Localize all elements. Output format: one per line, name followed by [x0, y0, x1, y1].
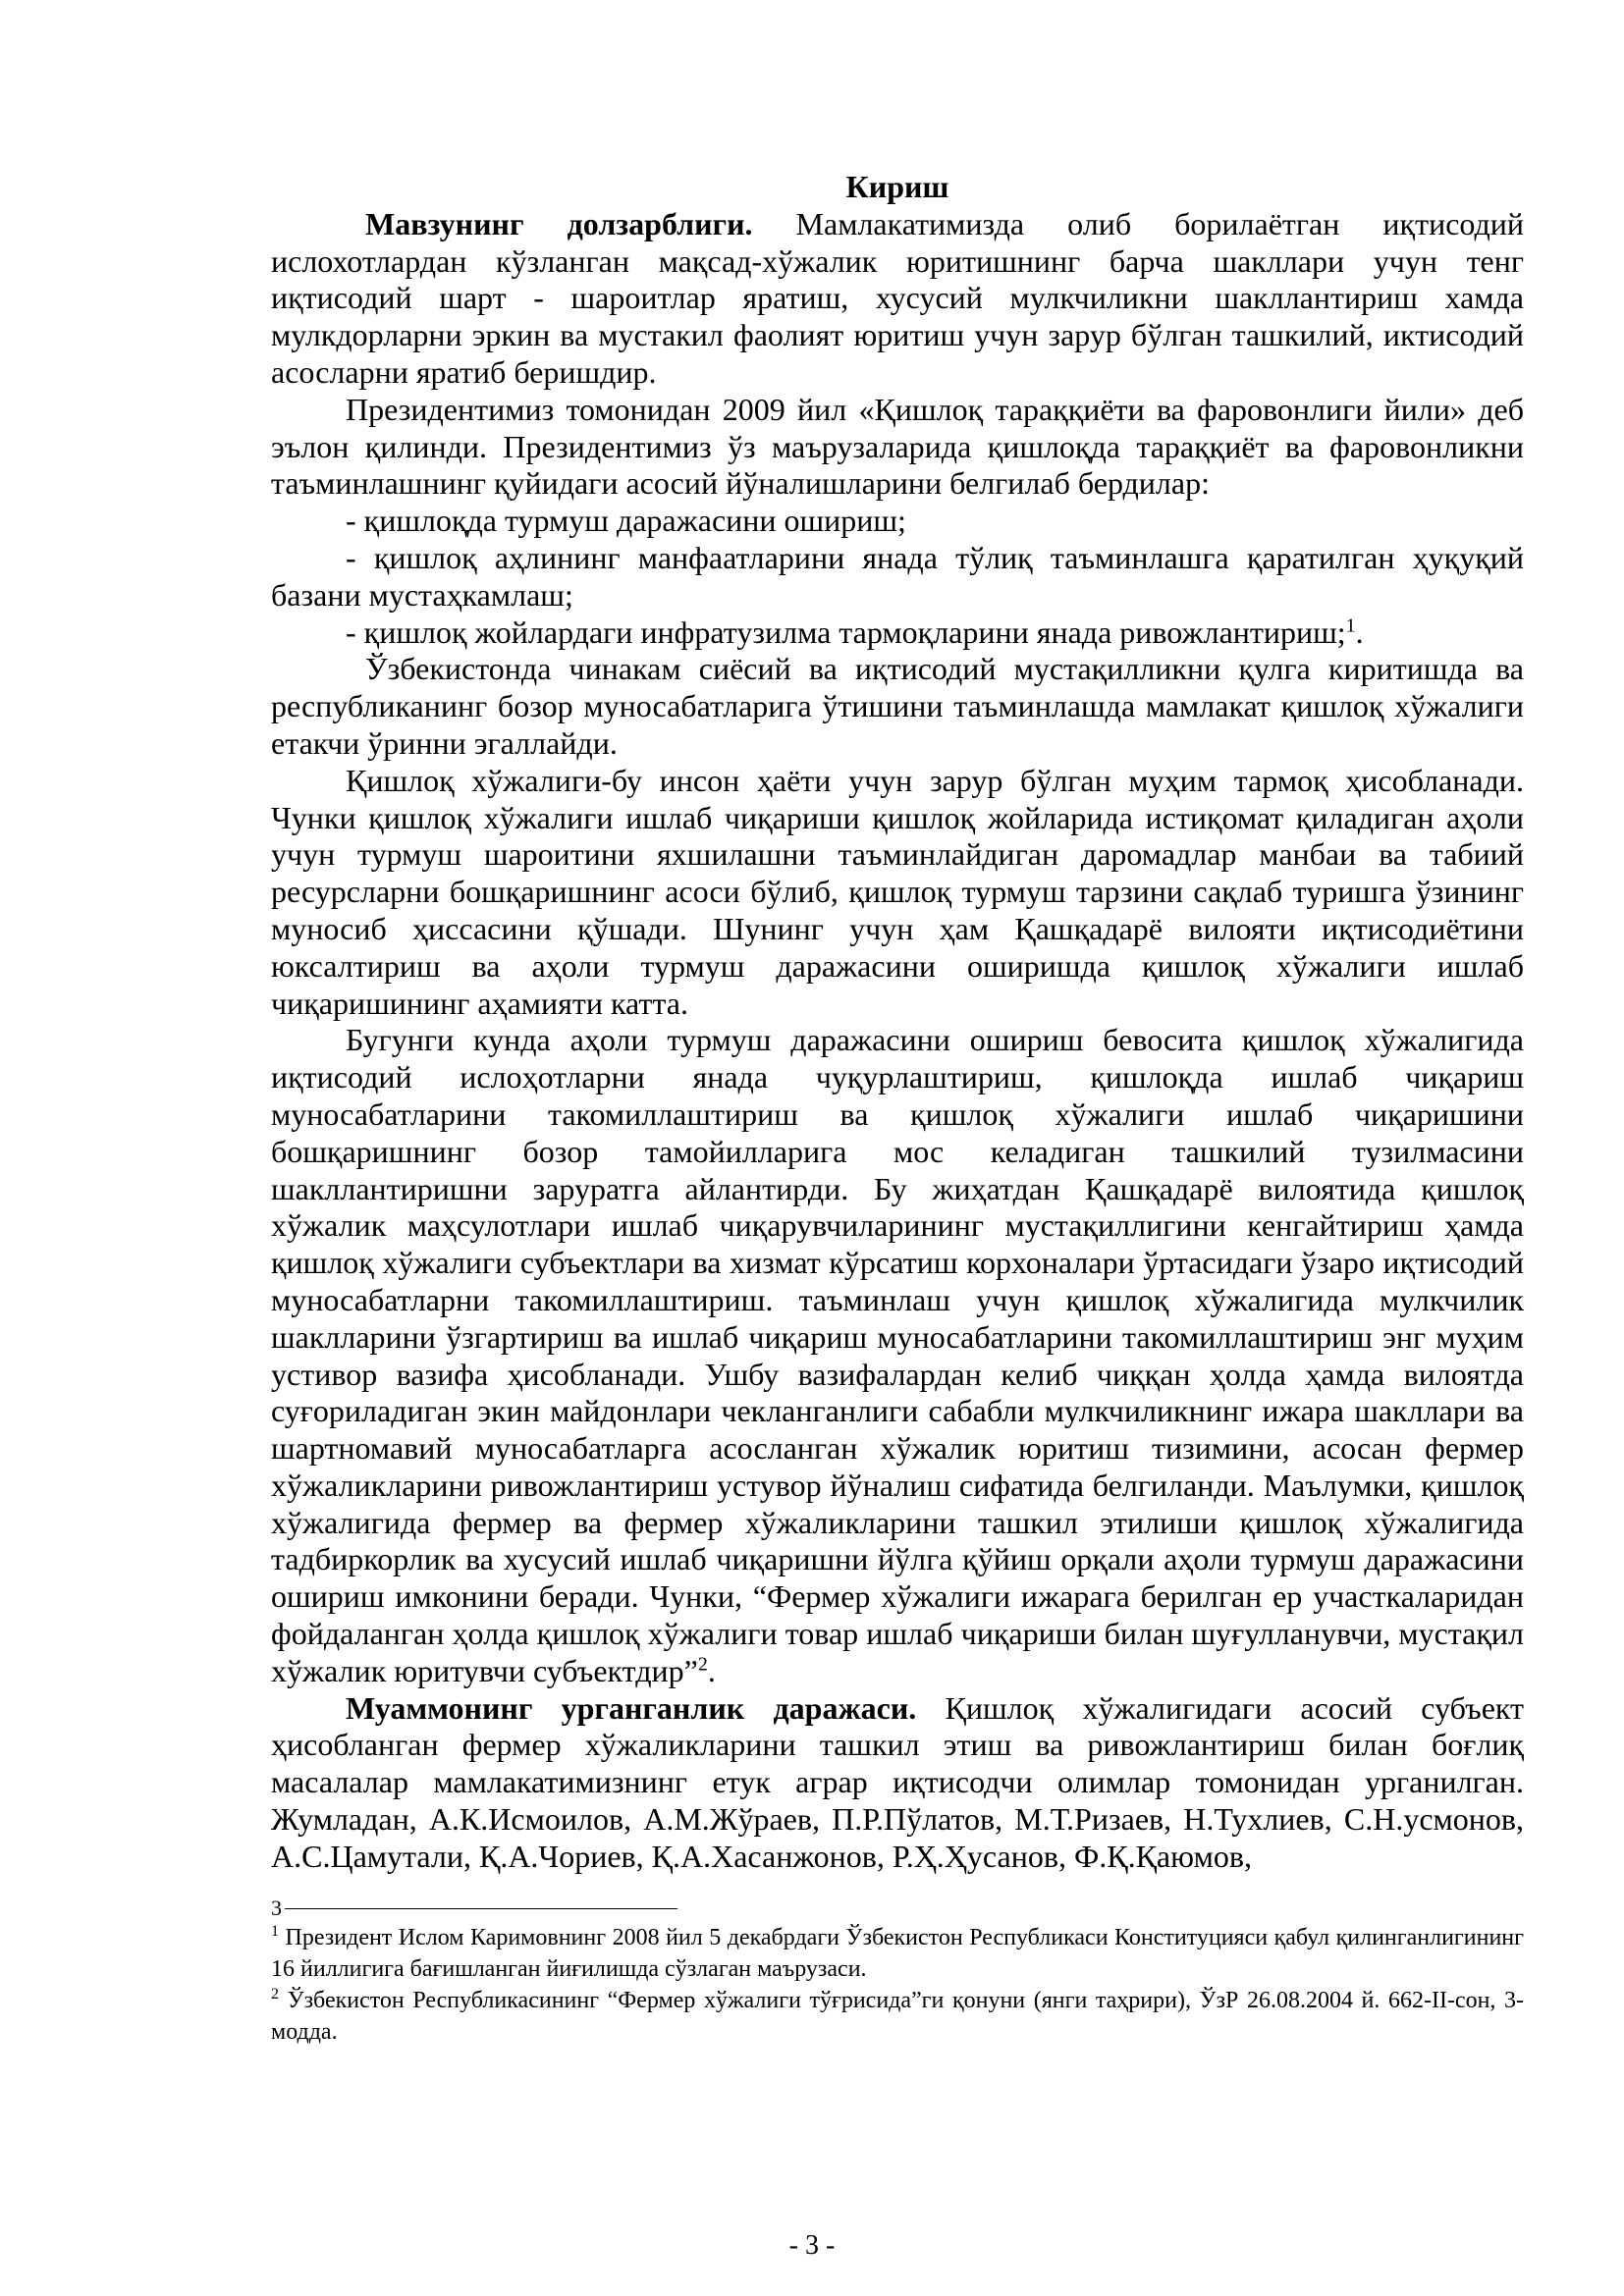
list-item-text: - қишлоқ жойлардаги инфратузилма тармоқларини янада ривожлантириш; — [346, 614, 1346, 650]
lead-study-level: Муаммонинг урганганлик даражаси. — [346, 1689, 917, 1726]
paragraph-independence: Ўзбекистонда чинакам сиёсий ва иқтисодий мустақилликни қулга киритишда ва республиканинг бозор муносабатларига ўтишини таъминлашда мамлакат қишлоқ хўжалиги етакчи ўринни эгаллайди. — [271, 651, 1524, 761]
section-heading: Кириш — [845, 169, 949, 204]
body-text — [271, 169, 1524, 1876]
footnote-1 — [271, 1922, 1524, 1985]
footnote-mark: 1 — [271, 1923, 279, 1940]
list-item: - қишлоқ аҳлининг манфаатларини янада тўлиқ таъминлашга қаратилган ҳуқуқий базани мустаҳкамлаш; — [271, 539, 1524, 613]
paragraph-study-level — [271, 1690, 1524, 1876]
paragraph-reforms — [271, 1022, 1524, 1689]
footnote-text: Ўзбекистон Республикасининг “Фермер хўжалиги тўғрисида”ги қонуни (янги таҳрири), ЎзР 26.08.2004 й. 662-II-сон, 3-модда. — [271, 1988, 1524, 2045]
list-item — [271, 614, 1524, 652]
paragraph-text: Мамлакатимизда олиб борилаётган иқтисодий ислохотлардан кўзланган мақсад-хўжалик юритишнинг барча шакллари учун тенг иқтисодий шарт - шароитлар яратиш, хусусий мулкчиликни шакллантириш хамда мулкдорларни эркин ва мустакил фаолият юритиш учун зарур бўлган ташкилий, иктисодий асосларни яратиб беришдир. — [271, 205, 1524, 390]
footnote-mark: 2 — [271, 1986, 279, 2002]
footnote-2 — [271, 1985, 1524, 2048]
paragraph-tail: . — [707, 1652, 716, 1688]
list-item-tail: . — [1355, 614, 1364, 650]
paragraph-president-year: Президентимиз томонидан 2009 йил «Қишлоқ тараққиёти ва фаровонлиги йили» деб эълон қилинди. Президентимиз ўз маърузаларида қишлоқда тараққиёт ва фаровонликни таъминлашнинг қуйидаги асосий йўналишларини белгилаб бердилар: — [271, 391, 1524, 502]
footnote-ref: 1 — [1345, 614, 1356, 636]
paragraph-relevance — [271, 206, 1524, 392]
footnote-separator-number: 3 — [271, 1896, 282, 1920]
footnote-ref: 2 — [697, 1653, 708, 1676]
paragraph-text: Бугунги кунда аҳоли турмуш даражасини ошириш бевосита қишлоқ хўжалигида иқтисодий ислоҳотларни янада чуқурлаштириш, қишлоқда ишлаб чиқариш муносабатларини такомиллаштириш ва қишлоқ хўжалиги ишлаб чиқаришини бошқаришнинг бозор тамойилларига мос келадиган ташкилий тузилмасини шакллантиришни заруратга айлантирди. Бу жиҳатдан Қашқадарё вилоятида қишлоқ хўжалик маҳсулотлари ишлаб чиқарувчиларининг мустақиллигини кенгайтириш ҳамда қишлоқ хўжалиги субъектлари ва хизмат кўрсатиш корхоналари ўртасидаги ўзаро иқтисодий муносабатларни такомиллаштириш. таъминлаш учун қишлоқ хўжалигида мулкчилик шаклларини ўзгартириш ва ишлаб чиқариш муносабатларини такомиллаштириш энг муҳим устивор вазифа ҳисобланади. Ушбу вазифалардан келиб чиққан ҳолда ҳамда вилоятда суғориладиган экин майдонлари чекланганлиги сабабли мулкчиликнинг ижара шакллари ва шартномавий муносабатларга асосланган хўжалик юритиш тизимини, асосан фермер хўжаликларини ривожлантириш устувор йўналиш сифатида белгиланди. Маълумки, қишлоқ хўжалигида фермер ва фермер хўжаликларини ташкил этилиши қишлоқ хўжалигида тадбиркорлик ва хусусий ишлаб чиқаришни йўлга қўйиш орқали аҳоли турмуш даражасини ошириш имконини беради. Чунки, “Фермер хўжалиги ижарага берилган ер участкаларидан фойдаланган ҳолда қишлоқ хўжалиги товар ишлаб чиқариши билан шуғулланувчи, мустақил хўжалик юритувчи субъектдир” — [271, 1022, 1524, 1688]
footnote-separator — [271, 1898, 683, 1918]
lead-relevance: Мавзунинг долзарблиги. — [365, 205, 753, 241]
page-number: - 3 - — [788, 2230, 836, 2261]
paragraph-agriculture: Қишлоқ хўжалиги-бу инсон ҳаёти учун зарур бўлган муҳим тармоқ ҳисобланади. Чунки қишлоқ хўжалиги ишлаб чиқариши қишлоқ жойларида истиқомат қиладиган аҳоли учун турмуш шароитини яхшилашни таъминлайдиган даромадлар манбаи ва табиий ресурсларни бошқаришнинг асоси бўлиб, қишлоқ турмуш тарзини сақлаб туришга ўзининг муносиб ҳиссасини қўшади. Шунинг учун ҳам Қашқадарё вилояти иқтисодиётини юксалтириш ва аҳоли турмуш даражасини оширишда қишлоқ хўжалиги ишлаб чиқаришининг аҳамияти катта. — [271, 762, 1524, 1021]
paragraph-text: Қишлоқ хўжалигидаги асосий субъект ҳисобланган фермер хўжаликларини ташкил этиш ва ривожлантириш билан боғлиқ масалалар мамлакатимизнинг етук аграр иқтисодчи олимлар томонидан урганилган. Жумладан, А.К.Исмоилов, А.М.Жўраев, П.Р.Пўлатов, М.Т.Ризаев, Н.Тухлиев, С.Н.усмонов, А.С.Цамутали, Қ.А.Чориев, Қ.А.Хасанжонов, Р.Ҳ.Ҳусанов, Ф.Қ.Қаюмов, — [271, 1689, 1525, 1874]
footnotes — [271, 1922, 1524, 2048]
footnote-text: Президент Ислом Каримовнинг 2008 йил 5 декабрдаги Ўзбекистон Республикаси Конституцияси қабул қилинганлигининг 16 йиллигига бағишланган йиғилишда сўзлаган маърузаси. — [271, 1925, 1524, 1982]
footnote-rule — [285, 1908, 677, 1909]
list-item: - қишлоқда турмуш даражасини ошириш; — [346, 503, 906, 539]
